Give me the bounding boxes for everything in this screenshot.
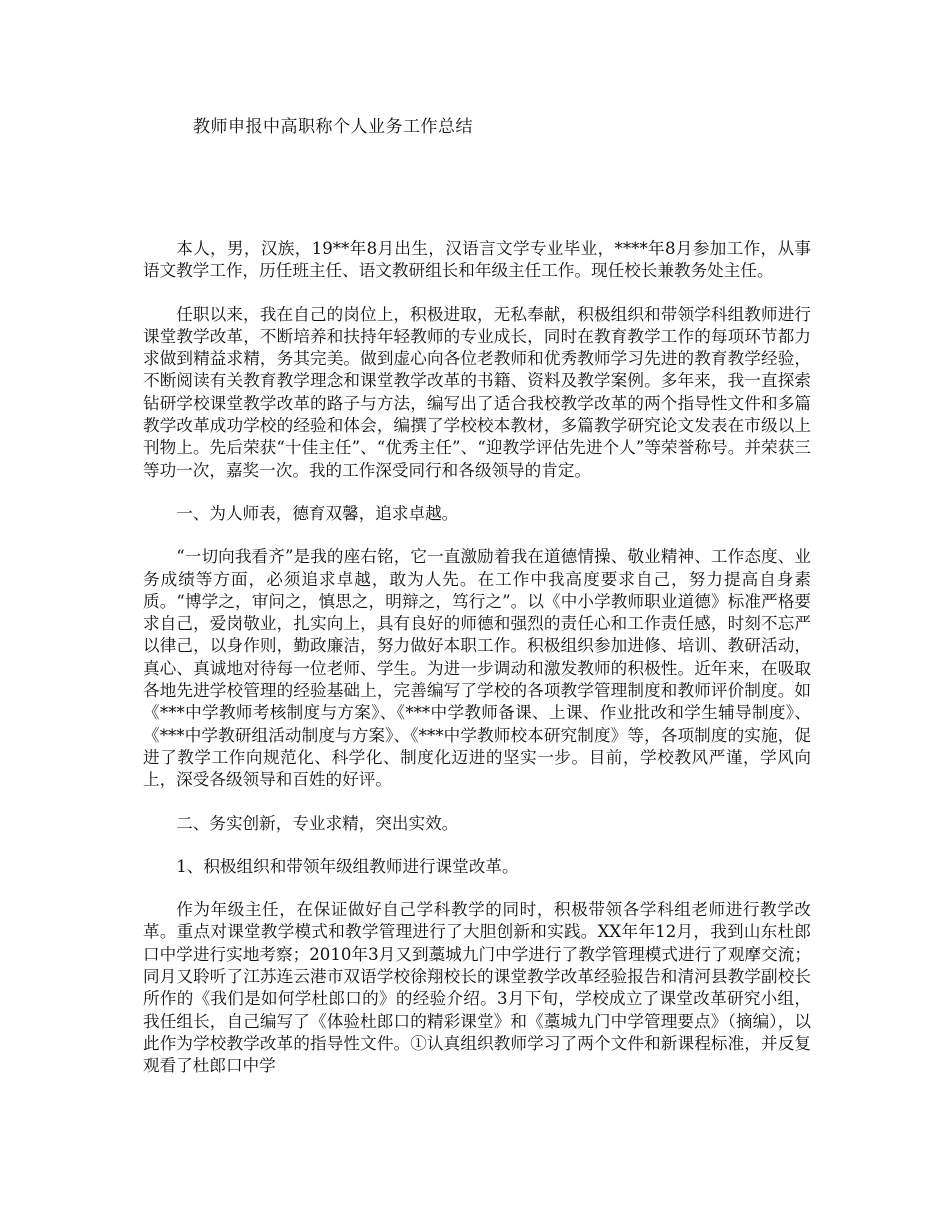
paragraph-section-1: “一切向我看齐”是我的座右铭，它一直激励着我在道德情操、敬业精神、工作态度、业务成绩等方面，必须追求卓越，敢为人先。在工作中我高度要求自己，努力提高自身素质。“博学之，审问之，慎思之，明辩之，笃行之”。以《中小学教师职业道德》标准严格要求自己，爱岗敬业，扎实向上，具有良好的师德和强烈的责任心和工作责任感，时刻不忘严以律己，以身作则，勤政廉洁，努力做好本职工作。积极组织参加进修、培训、教研活动，真心、真诚地对待每一位老师、学生。为进一步调动和激发教师的积极性。近年来，在吸取各地先进学校管理的经验基础上，完善编写了学校的各项教学管理制度和教师评价制度。如《***中学教师考核制度与方案》、《***中学教师备课、上课、作业批改和学生辅导制度》、《***中学教研组活动制度与方案》、《***中学教师校本研究制度》等，各项制度的实施，促进了教学工作向规范化、科学化、制度化迈进的坚实一步。目前，学校教风严谨，学风向上，深受各级领导和百姓的好评。: [143, 547, 811, 790]
section-heading-2: 二、务实创新，专业求精，突出实效。: [176, 813, 459, 833]
subsection-heading-1: 1、积极组织和带领年级组教师进行课堂改革。: [176, 856, 519, 876]
paragraph-overview: 任职以来，我在自己的岗位上，积极进取，无私奉献，积极组织和带领学科组教师进行课堂教学改革，不断培养和扶持年轻教师的专业成长，同时在教育教学工作的每项环节都力求做到精益求精，务其完美。做到虚心向各位老教师和优秀教师学习先进的教育教学经验，不断阅读有关教育教学理念和课堂教学改革的书籍、资料及教学案例。多年来，我一直探索钻研学校课堂教学改革的路子与方法，编写出了适合我校教学改革的两个指导性文件和多篇教学改革成功学校的经验和体会，编撰了学校校本教材，多篇教学研究论文发表在市级以上刊物上。先后荣获“十佳主任”、“优秀主任”、“迎教学评估先进个人”等荣誉称号。并荣获三等功一次，嘉奖一次。我的工作深受同行和各级领导的肯定。: [143, 304, 811, 480]
paragraph-subsection-1: 作为年级主任，在保证做好自己学科教学的同时，积极带领各学科组老师进行教学改革。重点对课堂教学模式和教学管理进行了大胆创新和实践。XX年年12月，我到山东杜郎口中学进行实地考察；2010年3月又到藁城九门中学进行了教学管理模式进行了观摩交流；同月又聆听了江苏连云港市双语学校徐翔校长的课堂教学改革经验报告和清河县教学副校长所作的《我们是如何学杜郎口的》的经验介绍。3月下旬，学校成立了课堂改革研究小组，我任组长，自己编写了《体验杜郎口的精彩课堂》和《藁城九门中学管理要点》（摘编），以此作为学校教学改革的指导性文件。①认真组织教师学习了两个文件和新课程标准，并反复观看了杜郎口中学: [143, 900, 811, 1076]
document-title: 教师申报中高职称个人业务工作总结: [193, 117, 473, 137]
section-heading-1: 一、为人师表，德育双馨，追求卓越。: [176, 503, 459, 523]
paragraph-intro: 本人，男，汉族，19**年8月出生，汉语言文学专业毕业，****年8月参加工作，从事语文教学工作，历任班主任、语文教研组长和年级主任工作。现任校长兼教务处主任。: [143, 239, 811, 281]
document-body: [143, 238, 811, 1099]
